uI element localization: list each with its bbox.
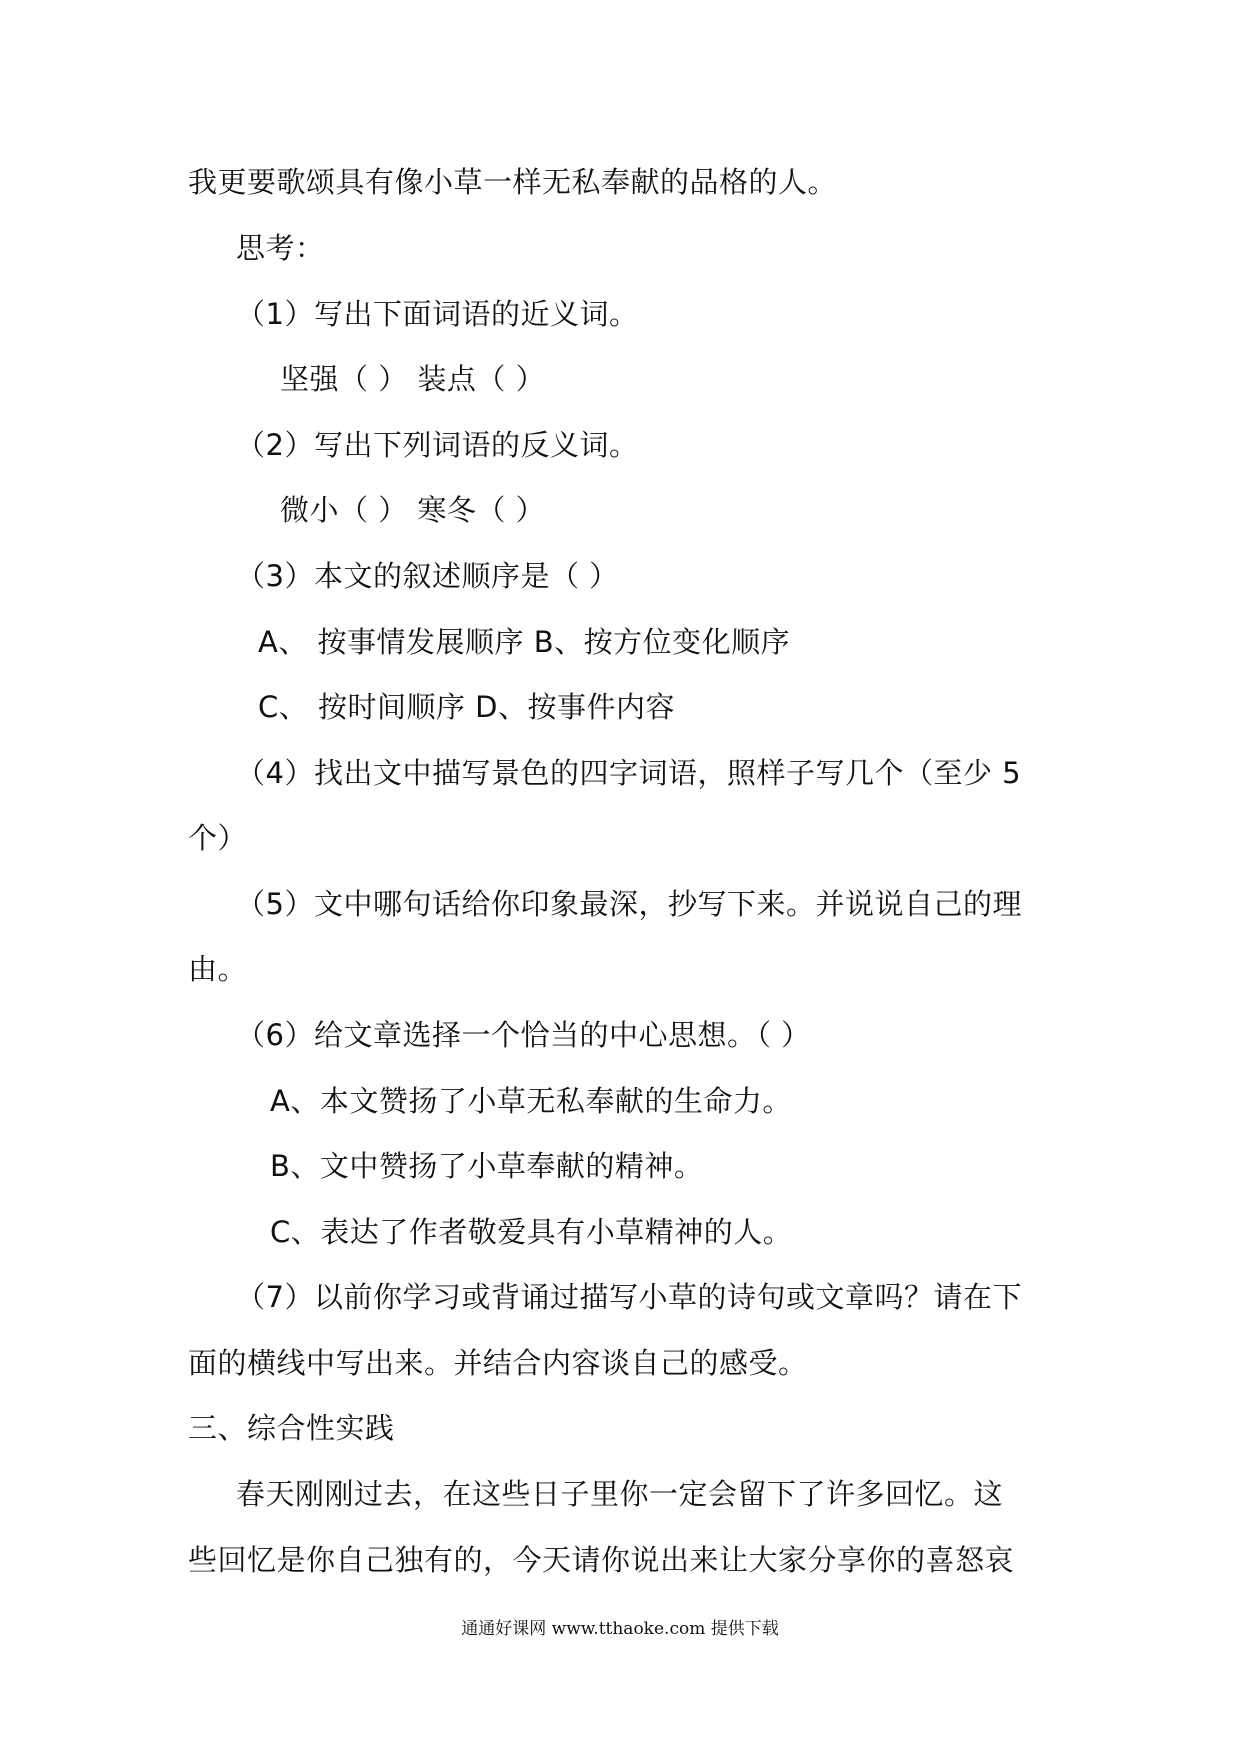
text-line-1: 我更要歌颂具有像小草一样无私奉献的品格的人。 <box>188 165 838 199</box>
question-2: （2）写出下列词语的反义词。 <box>236 428 639 462</box>
question-6-option-a: A、本文赞扬了小草无私奉献的生命力。 <box>270 1084 792 1118</box>
question-4-cont: 个） <box>188 821 248 855</box>
question-7: （7）以前你学习或背诵过描写小草的诗句或文章吗？请在下 <box>236 1280 1022 1314</box>
think-heading: 思考： <box>236 231 325 265</box>
practice-paragraph-line-1: 春天刚刚过去，在这些日子里你一定会留下了许多回忆。这 <box>236 1477 1004 1511</box>
question-5-cont: 由。 <box>188 952 248 986</box>
practice-paragraph-line-2: 些回忆是你自己独有的，今天请你说出来让大家分享你的喜怒哀 <box>188 1543 1015 1577</box>
question-1: （1）写出下面词语的近义词。 <box>236 297 639 331</box>
page-footer: 通通好课网 www.tthaoke.com 提供下载 <box>461 1619 779 1639</box>
question-6-option-c: C、表达了作者敬爱具有小草精神的人。 <box>270 1215 793 1249</box>
section-three-heading: 三、综合性实践 <box>188 1411 395 1445</box>
question-6: （6）给文章选择一个恰当的中心思想。（ ） <box>236 1018 811 1052</box>
question-5: （5）文中哪句话给你印象最深，抄写下来。并说说自己的理 <box>236 887 1022 921</box>
question-1-blanks: 坚强（ ） 装点（ ） <box>280 362 546 396</box>
question-7-cont: 面的横线中写出来。并结合内容谈自己的感受。 <box>188 1346 808 1380</box>
question-3: （3）本文的叙述顺序是（ ） <box>236 559 619 593</box>
question-6-option-b: B、文中赞扬了小草奉献的精神。 <box>270 1149 704 1183</box>
question-4: （4）找出文中描写景色的四字词语，照样子写几个（至少 5 <box>236 756 1022 790</box>
question-3-options-cd: C、 按时间顺序 D、按事件内容 <box>258 690 676 724</box>
question-3-options-ab: A、 按事情发展顺序 B、按方位变化顺序 <box>258 625 791 659</box>
question-2-blanks: 微小（ ） 寒冬（ ） <box>280 493 546 527</box>
